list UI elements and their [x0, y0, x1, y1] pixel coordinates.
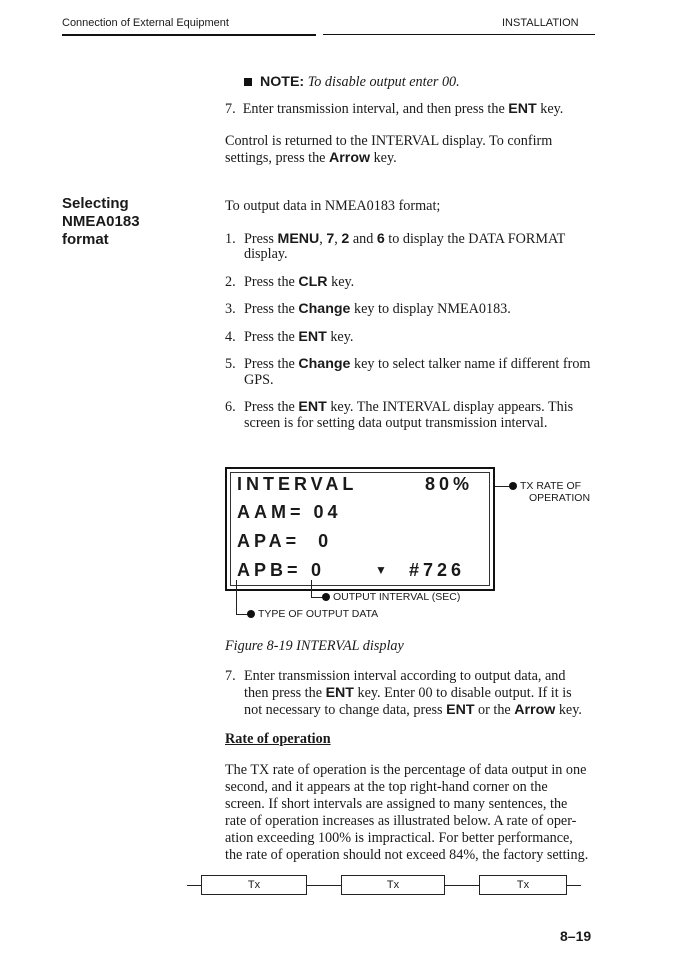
- header-rule-right: [323, 34, 595, 35]
- lcd-row-apb-label: APB=: [237, 560, 302, 580]
- callout-dot-icon: [247, 610, 255, 618]
- step-7a: 7. Enter transmission interval, and then press the ENT key.: [225, 101, 564, 117]
- running-header-left: Connection of External Equipment: [62, 17, 229, 29]
- tx-block-1: Tx: [201, 875, 307, 895]
- lcd-row-interval: INTERVAL: [237, 474, 358, 494]
- output-type-callout: TYPE OF OUTPUT DATA: [247, 608, 378, 620]
- lcd-cursor-arrow-icon: ▼: [375, 563, 391, 577]
- lcd-row-apa: APA= 0: [237, 531, 333, 551]
- rate-paragraph: The TX rate of operation is the percentage of data output in one second, and it appears at the top right-hand corner on the screen. If short intervals are assigned to many sentences, the rate of operation increases as illustrated below. A rate of oper- ation exceeding 100% is impractical. For better performance, the rate of operation should not exceed 84%, the factory setting.: [225, 762, 589, 863]
- tx-block-2: Tx: [341, 875, 445, 895]
- figure-caption: Figure 8-19 INTERVAL display: [225, 638, 404, 654]
- note-bullet-icon: [244, 78, 252, 86]
- lcd-row-aam: AAM= 04: [237, 502, 342, 522]
- intro-text: To output data in NMEA0183 format;: [225, 198, 441, 214]
- interval-display: [225, 467, 495, 591]
- note-label: NOTE:: [260, 74, 305, 90]
- ent-key-label: ENT: [508, 101, 537, 117]
- callout-dot-icon: [509, 482, 517, 490]
- page-number: 8–19: [560, 928, 592, 944]
- callout-dot-icon: [322, 593, 330, 601]
- control-paragraph: Control is returned to the INTERVAL display. To confirm settings, press the Arrow key.: [225, 133, 553, 166]
- tx-block-3: Tx: [479, 875, 567, 895]
- section-heading: Selecting NMEA0183 format: [62, 195, 140, 248]
- note-text: To disable output enter 00.: [307, 74, 460, 90]
- rate-heading: Rate of operation: [225, 731, 331, 747]
- type-leader-v: [236, 580, 237, 615]
- note: [244, 74, 460, 91]
- output-interval-callout: OUTPUT INTERVAL (SEC): [322, 591, 460, 603]
- lcd-rate-value: 80%: [425, 474, 474, 494]
- running-header-right: INSTALLATION: [502, 17, 579, 29]
- lcd-row-apb-value: 0: [311, 560, 326, 580]
- tx-rate-callout: TX RATE OF OPERATION: [509, 480, 590, 504]
- lcd-row-apb-count: #726: [409, 560, 466, 580]
- interval-leader-v: [311, 580, 312, 598]
- header-rule-left: [62, 34, 316, 36]
